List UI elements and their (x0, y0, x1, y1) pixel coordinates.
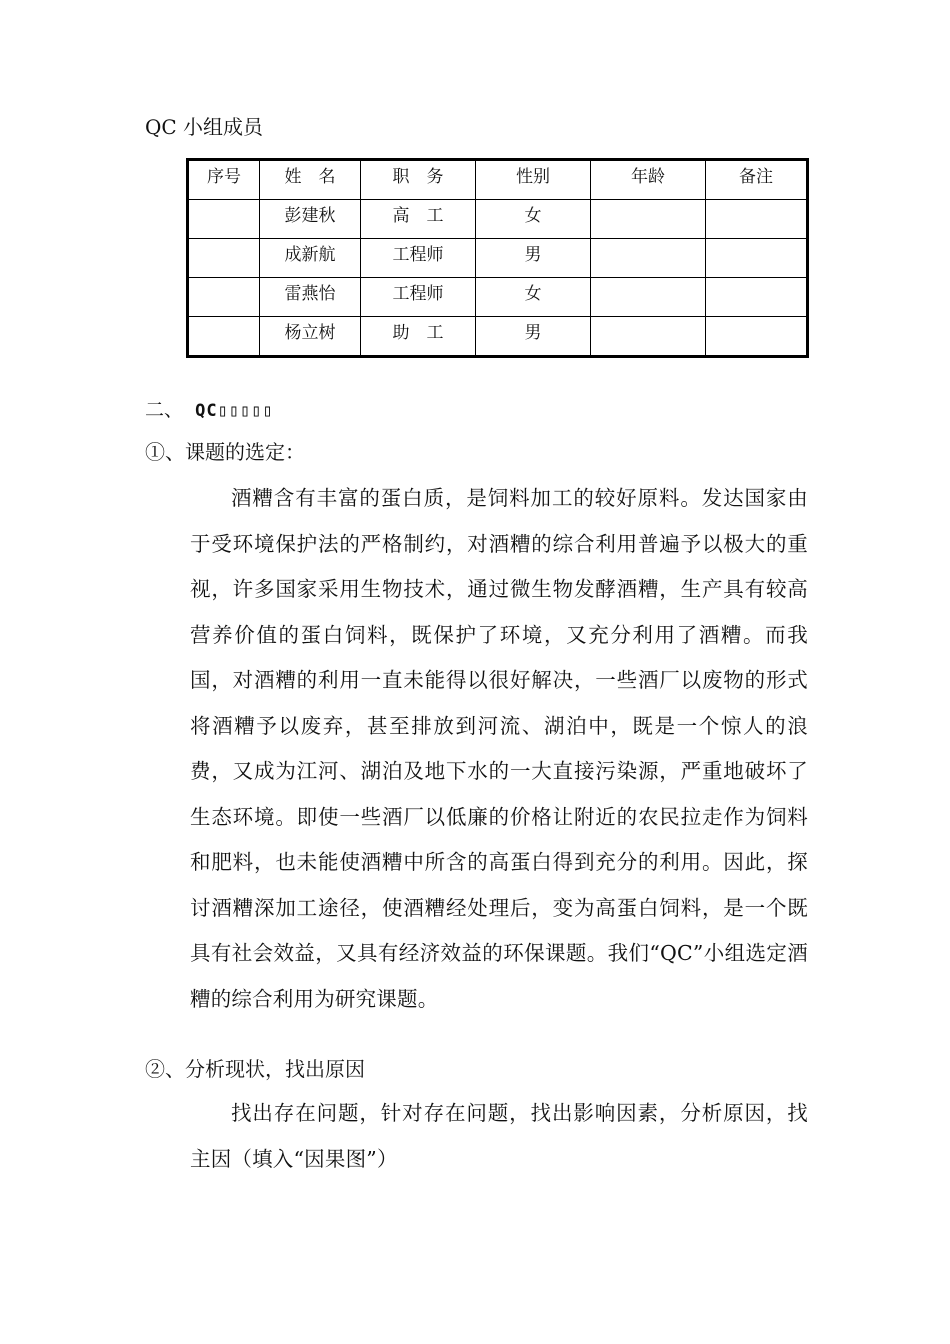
table-cell (591, 278, 706, 317)
table-cell (591, 239, 706, 278)
table-cell (188, 239, 260, 278)
table-cell: 彭建秋 (260, 200, 361, 239)
column-header: 备注 (706, 160, 808, 200)
table-cell (188, 200, 260, 239)
members-title: QC 小组成员 (145, 115, 264, 139)
table-row (188, 278, 808, 317)
section-heading (145, 395, 274, 426)
table-cell: 女 (476, 278, 591, 317)
section-number: 二、 (145, 399, 184, 421)
analysis-heading: ②、分析现状，找出原因 (145, 1057, 365, 1081)
column-header: 性别 (476, 160, 591, 200)
column-header: 职 务 (361, 160, 476, 200)
table-cell: 助 工 (361, 317, 476, 357)
table-cell (591, 317, 706, 357)
column-header: 姓 名 (260, 160, 361, 200)
table-cell: 女 (476, 200, 591, 239)
table-cell: 工程师 (361, 239, 476, 278)
table-cell (706, 317, 808, 357)
section-title: QC▯▯▯▯▯ (195, 401, 274, 421)
table-cell: 杨立树 (260, 317, 361, 357)
table-cell: 成新航 (260, 239, 361, 278)
table-cell (188, 317, 260, 357)
table-cell: 工程师 (361, 278, 476, 317)
members-table (186, 158, 809, 358)
table-cell (706, 239, 808, 278)
table-cell: 雷燕怡 (260, 278, 361, 317)
table-cell (706, 200, 808, 239)
column-header: 序号 (188, 160, 260, 200)
table-cell: 男 (476, 317, 591, 357)
table-row (188, 239, 808, 278)
table-cell (591, 200, 706, 239)
column-header: 年龄 (591, 160, 706, 200)
topic-paragraph: 酒糟含有丰富的蛋白质，是饲料加工的较好原料。发达国家由于受环境保护法的严格制约，对酒糟的综合利用普遍予以极大的重视，许多国家采用生物技术，通过微生物发酵酒糟，生产具有较高营养价值的蛋白饲料，既保护了环境，又充分利用了酒糟。而我国，对酒糟的利用一直未能得以很好解决，一些酒厂以废物的形式将酒糟予以废弃，甚至排放到河流、湖泊中，既是一个惊人的浪费，又成为江河、湖泊及地下水的一大直接污染源，严重地破坏了生态环境。即使一些酒厂以低廉的价格让附近的农民拉走作为饲料和肥料，也未能使酒糟中所含的高蛋白得到充分的利用。因此，探讨酒糟深加工途径，使酒糟经处理后，变为高蛋白饲料，是一个既具有社会效益，又具有经济效益的环保课题。我们“QC”小组选定酒糟的综合利用为研究课题。 (190, 486, 808, 1011)
table-cell: 高 工 (361, 200, 476, 239)
table-header-row (188, 160, 808, 200)
analysis-paragraph: 找出存在问题，针对存在问题，找出影响因素，分析原因，找主因（填入“因果图”） (190, 1101, 808, 1171)
table-row (188, 317, 808, 357)
table-cell: 男 (476, 239, 591, 278)
table-cell (706, 278, 808, 317)
topic-heading: ①、课题的选定： (145, 440, 305, 464)
table-row (188, 200, 808, 239)
table-cell (188, 278, 260, 317)
